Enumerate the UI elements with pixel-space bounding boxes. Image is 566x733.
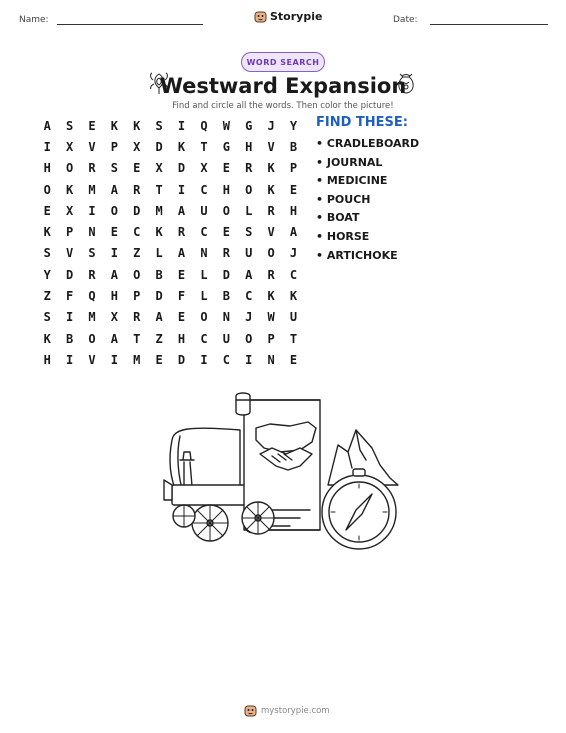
grid-letter[interactable]: V [88,352,96,367]
grid-letter[interactable]: M [88,182,96,197]
grid-letter[interactable]: A [43,118,51,133]
grid-letter[interactable]: O [267,246,275,261]
grid-letter[interactable]: S [43,246,51,261]
grid-letter[interactable]: Z [155,331,163,346]
grid-row [36,158,305,179]
grid-letter[interactable]: F [177,289,186,304]
grid-letter[interactable]: O [245,182,253,197]
grid-row [36,179,305,200]
grid-letter[interactable]: S [110,161,118,176]
grid-letter[interactable]: E [43,203,51,218]
grid-letter[interactable]: I [65,310,74,325]
grid-letter[interactable]: K [267,182,275,197]
grid-letter[interactable]: K [155,225,163,240]
grid-letter[interactable]: D [133,203,141,218]
grid-letter[interactable]: O [110,203,118,218]
grid-letter[interactable]: N [200,246,208,261]
grid-letter[interactable]: R [177,225,186,240]
grid-letter[interactable]: B [289,139,298,154]
word-item: • MEDICINE [316,174,388,188]
word-list [316,137,419,267]
grid-letter[interactable]: X [65,139,74,154]
word-search-badge: WORD SEARCH [241,52,325,72]
grid-letter[interactable]: V [267,139,275,154]
grid-row [36,243,305,264]
grid-letter[interactable]: H [177,331,186,346]
grid-letter[interactable]: V [65,246,74,261]
grid-letter[interactable]: T [155,182,163,197]
grid-letter[interactable]: V [88,139,96,154]
footer-url[interactable]: mystorypie.com [261,705,330,716]
grid-letter[interactable]: D [177,161,186,176]
grid-letter[interactable]: R [133,182,141,197]
grid-letter[interactable]: K [43,331,51,346]
grid-letter[interactable]: X [200,161,208,176]
word-item: • JOURNAL [316,155,383,169]
grid-letter[interactable]: L [200,267,208,282]
grid-letter[interactable]: B [222,289,230,304]
word-item: • HORSE [316,229,370,243]
grid-letter[interactable]: H [222,182,230,197]
grid-letter[interactable]: I [110,352,118,367]
grid-row [36,136,305,157]
grid-letter[interactable]: L [245,203,253,218]
grid-letter[interactable]: G [245,118,253,133]
grid-row [36,115,305,136]
grid-letter[interactable]: O [200,310,208,325]
grid-letter[interactable]: M [155,203,163,218]
grid-letter[interactable]: I [43,139,51,154]
grid-letter[interactable]: C [200,225,208,240]
brand-logo [254,10,322,23]
grid-letter[interactable]: F [65,289,74,304]
grid-letter[interactable]: L [155,246,163,261]
grid-letter[interactable]: P [65,225,74,240]
grid-letter[interactable]: I [88,203,96,218]
grid-letter[interactable]: Z [133,246,141,261]
grid-letter[interactable]: A [110,267,118,282]
grid-letter[interactable]: X [155,161,163,176]
word-item: • BOAT [316,211,360,225]
grid-row [36,264,305,285]
grid-letter[interactable]: T [289,331,298,346]
grid-letter[interactable]: I [200,352,208,367]
find-title: FIND THESE: [316,115,408,130]
grid-letter[interactable]: Z [43,289,51,304]
grid-letter[interactable]: E [222,225,230,240]
grid-letter[interactable]: K [289,289,298,304]
grid-letter[interactable]: A [110,331,118,346]
grid-letter[interactable]: U [200,203,208,218]
grid-letter[interactable]: E [110,225,118,240]
grid-letter[interactable]: S [88,246,96,261]
grid-letter[interactable]: C [200,331,208,346]
date-label: Date: [393,15,418,25]
grid-letter[interactable]: O [222,203,230,218]
grid-letter[interactable]: N [222,310,230,325]
grid-letter[interactable]: Q [200,118,208,133]
grid-letter[interactable]: C [222,352,230,367]
grid-letter[interactable]: X [65,203,74,218]
name-label: Name: [19,15,49,25]
grid-letter[interactable]: K [177,139,186,154]
storypie-mascot-icon [254,10,267,23]
grid-row [36,200,305,221]
pouch-icon [394,70,418,96]
grid-letter[interactable]: O [88,331,96,346]
grid-letter[interactable]: J [267,118,275,133]
grid-letter[interactable]: O [65,161,74,176]
grid-letter[interactable]: C [200,182,208,197]
grid-letter[interactable]: C [133,225,141,240]
grid-letter[interactable]: S [65,118,74,133]
date-line[interactable] [430,24,548,25]
grid-letter[interactable]: P [289,161,298,176]
grid-letter[interactable]: K [267,161,275,176]
grid-letter[interactable]: R [267,203,275,218]
grid-letter[interactable]: A [177,203,186,218]
grid-letter[interactable]: H [245,139,253,154]
grid-letter[interactable]: H [289,203,298,218]
grid-letter[interactable]: K [267,289,275,304]
grid-letter[interactable]: V [267,225,275,240]
grid-letter[interactable]: H [110,289,118,304]
grid-letter[interactable]: A [245,267,253,282]
grid-letter[interactable]: E [222,161,230,176]
grid-letter[interactable]: O [133,267,141,282]
grid-letter[interactable]: K [43,225,51,240]
grid-letter[interactable]: L [200,289,208,304]
grid-letter[interactable]: I [177,182,186,197]
grid-letter[interactable]: C [289,267,298,282]
grid-letter[interactable]: I [65,352,74,367]
grid-letter[interactable]: K [65,182,74,197]
grid-letter[interactable]: N [267,352,275,367]
grid-letter[interactable]: E [133,161,141,176]
grid-letter[interactable]: E [88,118,96,133]
grid-letter[interactable]: M [133,352,141,367]
grid-letter[interactable]: A [289,225,298,240]
grid-letter[interactable]: D [155,139,163,154]
grid-letter[interactable]: P [133,289,141,304]
grid-letter[interactable]: N [88,225,96,240]
grid-letter[interactable]: D [155,289,163,304]
grid-letter[interactable]: A [110,182,118,197]
grid-letter[interactable]: T [133,331,141,346]
grid-letter[interactable]: M [88,310,96,325]
grid-letter[interactable]: R [133,310,141,325]
grid-letter[interactable]: B [155,267,163,282]
grid-letter[interactable]: I [177,118,186,133]
grid-letter[interactable]: O [245,331,253,346]
grid-row [36,285,305,306]
grid-letter[interactable]: G [222,139,230,154]
brand-name: Storypie [270,10,323,23]
grid-letter[interactable]: T [200,139,208,154]
grid-letter[interactable]: A [155,310,163,325]
grid-letter[interactable]: S [43,310,51,325]
grid-letter[interactable]: R [222,246,230,261]
storypie-mascot-icon [244,704,257,717]
grid-letter[interactable]: S [245,225,253,240]
grid-letter[interactable]: Y [289,118,298,133]
grid-letter[interactable]: R [267,267,275,282]
grid-letter[interactable]: E [155,352,163,367]
grid-row [36,307,305,328]
word-item: • CRADLEBOARD [316,137,420,150]
grid-letter[interactable]: W [222,118,230,133]
grid-letter[interactable]: C [245,289,253,304]
grid-letter[interactable]: D [65,267,74,282]
grid-letter[interactable]: X [110,310,118,325]
wagon-illustration [160,390,410,560]
grid-letter[interactable]: U [245,246,253,261]
grid-letter[interactable]: U [222,331,230,346]
grid-letter[interactable]: X [133,139,141,154]
grid-letter[interactable]: R [88,267,96,282]
grid-letter[interactable]: H [43,352,51,367]
grid-letter[interactable]: R [88,161,96,176]
grid-letter[interactable]: O [43,182,51,197]
word-item: • POUCH [316,192,371,206]
grid-letter[interactable]: E [177,267,186,282]
grid-letter[interactable]: K [133,118,141,133]
grid-letter[interactable]: U [289,310,298,325]
grid-letter[interactable]: E [177,310,186,325]
grid-letter[interactable]: A [177,246,186,261]
grid-letter[interactable]: E [289,352,298,367]
instructions: Find and circle all the words. Then color the picture! [172,101,394,111]
grid-letter[interactable]: J [245,310,253,325]
grid-letter[interactable]: S [155,118,163,133]
grid-letter[interactable]: J [289,246,298,261]
grid-letter[interactable]: B [65,331,74,346]
grid-letter[interactable]: Y [43,267,51,282]
grid-letter[interactable]: R [245,161,253,176]
grid-letter[interactable]: I [110,246,118,261]
grid-letter[interactable]: D [222,267,230,282]
grid-letter[interactable]: W [267,310,275,325]
grid-row [36,221,305,242]
grid-letter[interactable]: Q [88,289,96,304]
word-item: • ARTICHOKE [316,248,398,262]
grid-letter[interactable]: P [267,331,275,346]
grid-letter[interactable]: D [177,352,186,367]
grid-row [36,349,305,370]
grid-letter[interactable]: I [245,352,253,367]
grid-letter[interactable]: H [43,161,51,176]
footer [244,704,330,717]
name-line[interactable] [57,24,203,25]
letter-grid [36,115,305,371]
grid-letter[interactable]: E [289,182,298,197]
wagon-body [172,485,252,505]
grid-row [36,328,305,349]
grid-letter[interactable]: K [110,118,118,133]
page-title: Westward Expansion [159,74,407,98]
grid-letter[interactable]: P [110,139,118,154]
